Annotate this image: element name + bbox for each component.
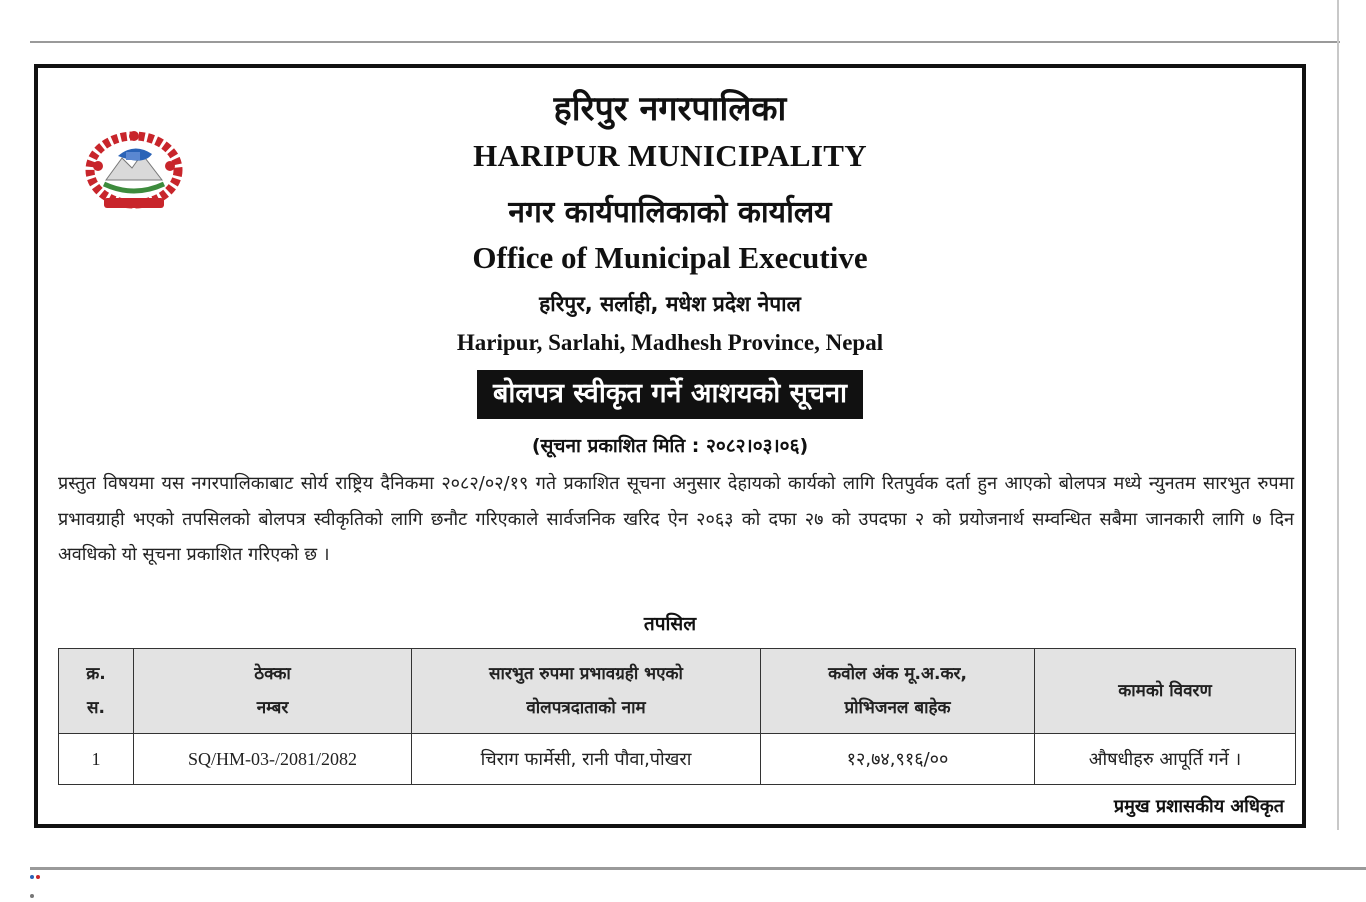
office-name-np: नगर कार्यपालिकाको कार्यालय (508, 195, 832, 230)
col-header-sn (59, 649, 134, 734)
page-right-divider (1337, 0, 1339, 830)
header-line: ठेक्का (254, 664, 291, 684)
municipality-name-np: हरिपुर नगरपालिका (553, 89, 787, 129)
header-line: कामको विवरण (1118, 681, 1212, 701)
address-en: Haripur, Sarlahi, Madhesh Province, Nepal (456, 330, 884, 355)
page-top-divider (30, 41, 1340, 43)
cell-sn: 1 (59, 734, 134, 785)
page-bottom-dots (30, 864, 46, 872)
address-np: हरिपुर, सर्लाही, मधेश प्रदेश नेपाल (539, 292, 801, 316)
header-line: स. (87, 698, 105, 718)
cell-amount: १२,७४,९१६/०० (761, 734, 1035, 785)
notice-title: बोलपत्र स्वीकृत गर्ने आशयको सूचना (477, 370, 863, 419)
header-line: प्रोभिजनल बाहेक (844, 698, 951, 718)
col-header-amount (761, 649, 1035, 734)
schedule-label: तपसिल (643, 613, 697, 635)
header-line: क्र. (86, 664, 106, 684)
col-header-description (1035, 649, 1296, 734)
cell-description: औषधीहरु आपूर्ति गर्ने । (1035, 734, 1296, 785)
publication-date: (सूचना प्रकाशित मिति : २०८२।०३।०६) (531, 435, 809, 457)
col-header-contract-no (134, 649, 412, 734)
table-row (59, 734, 1296, 785)
municipality-name-en: HARIPUR MUNICIPALITY (473, 138, 867, 173)
header-line: वोलपत्रदाताको नाम (526, 698, 646, 718)
header-line: कवोल अंक मू.अ.कर, (828, 664, 967, 684)
cell-bidder: चिराग फार्मेसी, रानी पौवा,पोखरा (412, 734, 761, 785)
header-line: सारभुत रुपमा प्रभावग्रही भएको (489, 664, 683, 684)
cell-contract-no: SQ/HM-03-/2081/2082 (134, 734, 412, 785)
header-line: नम्बर (256, 698, 289, 718)
col-header-bidder (412, 649, 761, 734)
bid-schedule-table (58, 648, 1296, 785)
notice-title-banner (38, 370, 1302, 419)
signatory-title: प्रमुख प्रशासकीय अधिकृत (1113, 796, 1284, 817)
table-header-row (59, 649, 1296, 734)
page-bottom-divider (30, 867, 1366, 870)
notice-body: प्रस्तुत विषयमा यस नगरपालिकाबाट सोर्य राष्ट्रिय दैनिकमा २०८२/०२/१९ गते प्रकाशित सूचना अनुसार देहायको कार्यको लागि रितपुर्वक दर्ता हुन आएको बोलपत्र मध्ये न्युनतम सारभुत रुपमा प्रभावग्राही भएको तपसिलको बोलपत्र स्वीकृतिको लागि छनौट गरिएकाले सार्वजनिक खरिद ऐन २०६३ को दफा २७ को उपदफा २ को प्रयोजनार्थ सम्वन्धित सबैमा जानकारी लागि ७ दिन अवधिको यो सूचना प्रकाशित गरिएको छ । (58, 473, 1294, 565)
office-name-en: Office of Municipal Executive (472, 240, 868, 275)
notice-frame (34, 64, 1306, 828)
